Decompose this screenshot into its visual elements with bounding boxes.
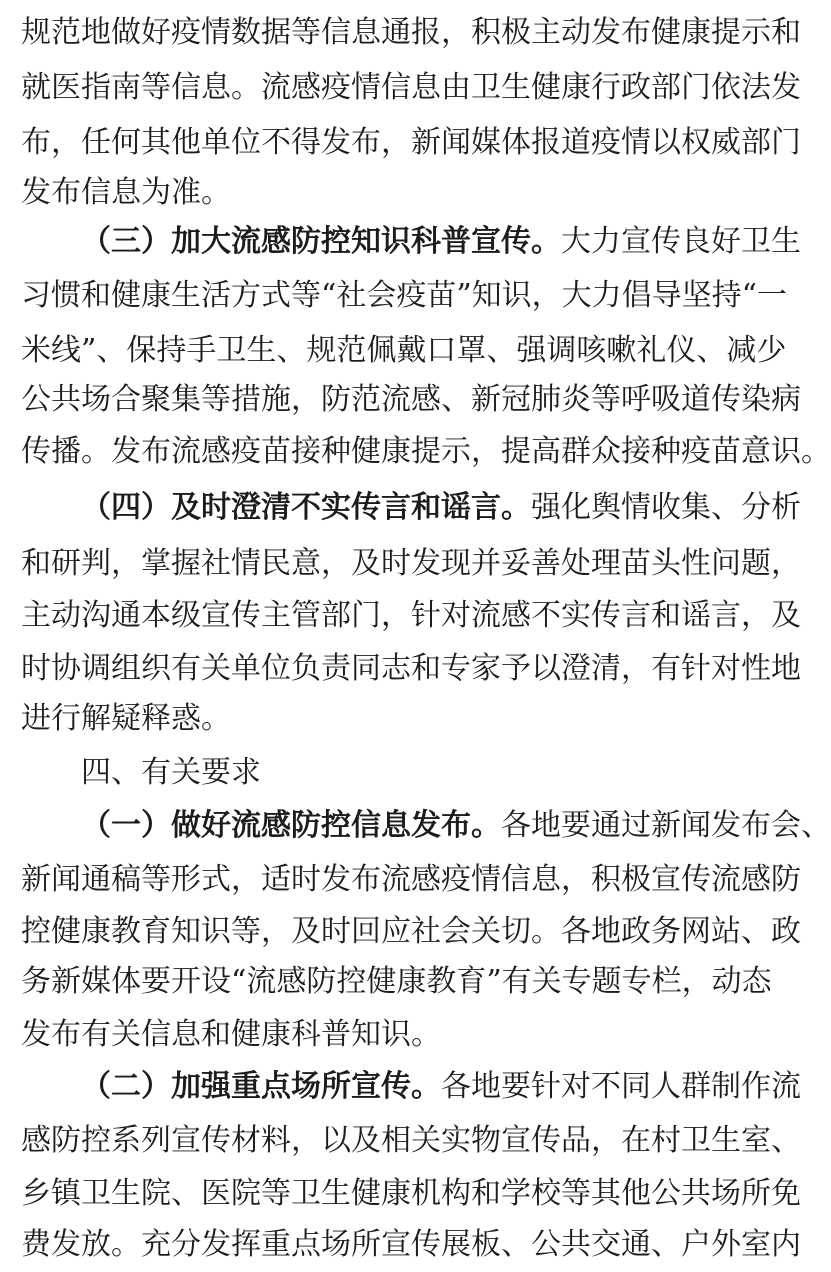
part-4-heading: 四、有关要求 [81,755,261,790]
body-text-line: 规范地做好疫情数据等信息通报，积极主动发布健康提示和 [21,15,801,50]
body-text-line: 和研判，掌握社情民意，及时发现并妥善处理苗头性问题， [21,546,801,581]
body-text-line: 乡镇卫生院、医院等卫生健康机构和学校等其他公共场所免 [21,1176,801,1211]
body-text-line: 费发放。充分发挥重点场所宣传展板、公共交通、户外室内 [21,1227,801,1262]
section-4-heading: （四）及时澄清不实传言和谣言。 [81,490,531,525]
body-text-line: 公共场合聚集等措施，防范流感、新冠肺炎等呼吸道传染病 [21,382,801,417]
body-text-line: 习惯和健康生活方式等“社会疫苗”知识，大力倡导坚持“一 [21,278,788,313]
body-text-line: 米线”、保持手卫生、规范佩戴口罩、强调咳嗽礼仪、减少 [21,333,787,368]
body-text-line: 就医指南等信息。流感疫情信息由卫生健康行政部门依法发 [21,70,801,105]
body-text-line: 发布有关信息和健康科普知识。 [21,1017,441,1052]
body-text-line: 进行解疑释惑。 [21,701,231,736]
body-text-line: 控健康教育知识等，及时回应社会关切。各地政务网站、政 [21,914,801,949]
body-text-line: 传播。发布流感疫苗接种健康提示，提高群众接种疫苗意识。 [21,434,831,469]
section-3-heading: （三）加大流感防控知识科普宣传。 [81,224,561,259]
requirement-2-heading: （二）加强重点场所宣传。 [81,1069,441,1104]
requirement-1-heading: （一）做好流感防控信息发布。 [81,808,501,843]
body-text-line: 感防控系列宣传材料，以及相关实物宣传品，在村卫生室、 [21,1123,801,1158]
body-text-line: 主动沟通本级宣传主管部门，针对流感不实传言和谣言，及 [21,598,801,633]
section-4-first-line: （四）及时澄清不实传言和谣言。强化舆情收集、分析 [81,490,801,525]
requirement-2-first-line: （二）加强重点场所宣传。各地要针对不同人群制作流 [81,1069,801,1104]
body-text-line: 新闻通稿等形式，适时发布流感疫情信息，积极宣传流感防 [21,862,801,897]
body-text-line: 务新媒体要开设“流感防控健康教育”有关专题专栏，动态 [21,964,772,999]
body-text-line: 时协调组织有关单位负责同志和专家予以澄清，有针对性地 [21,651,801,686]
requirement-1-first-line: （一）做好流感防控信息发布。各地要通过新闻发布会、 [81,808,831,843]
body-text-line: 发布信息为准。 [21,175,231,210]
section-3-first-line: （三）加大流感防控知识科普宣传。大力宣传良好卫生 [81,224,801,259]
body-text-line: 布，任何其他单位不得发布，新闻媒体报道疫情以权威部门 [21,125,801,160]
